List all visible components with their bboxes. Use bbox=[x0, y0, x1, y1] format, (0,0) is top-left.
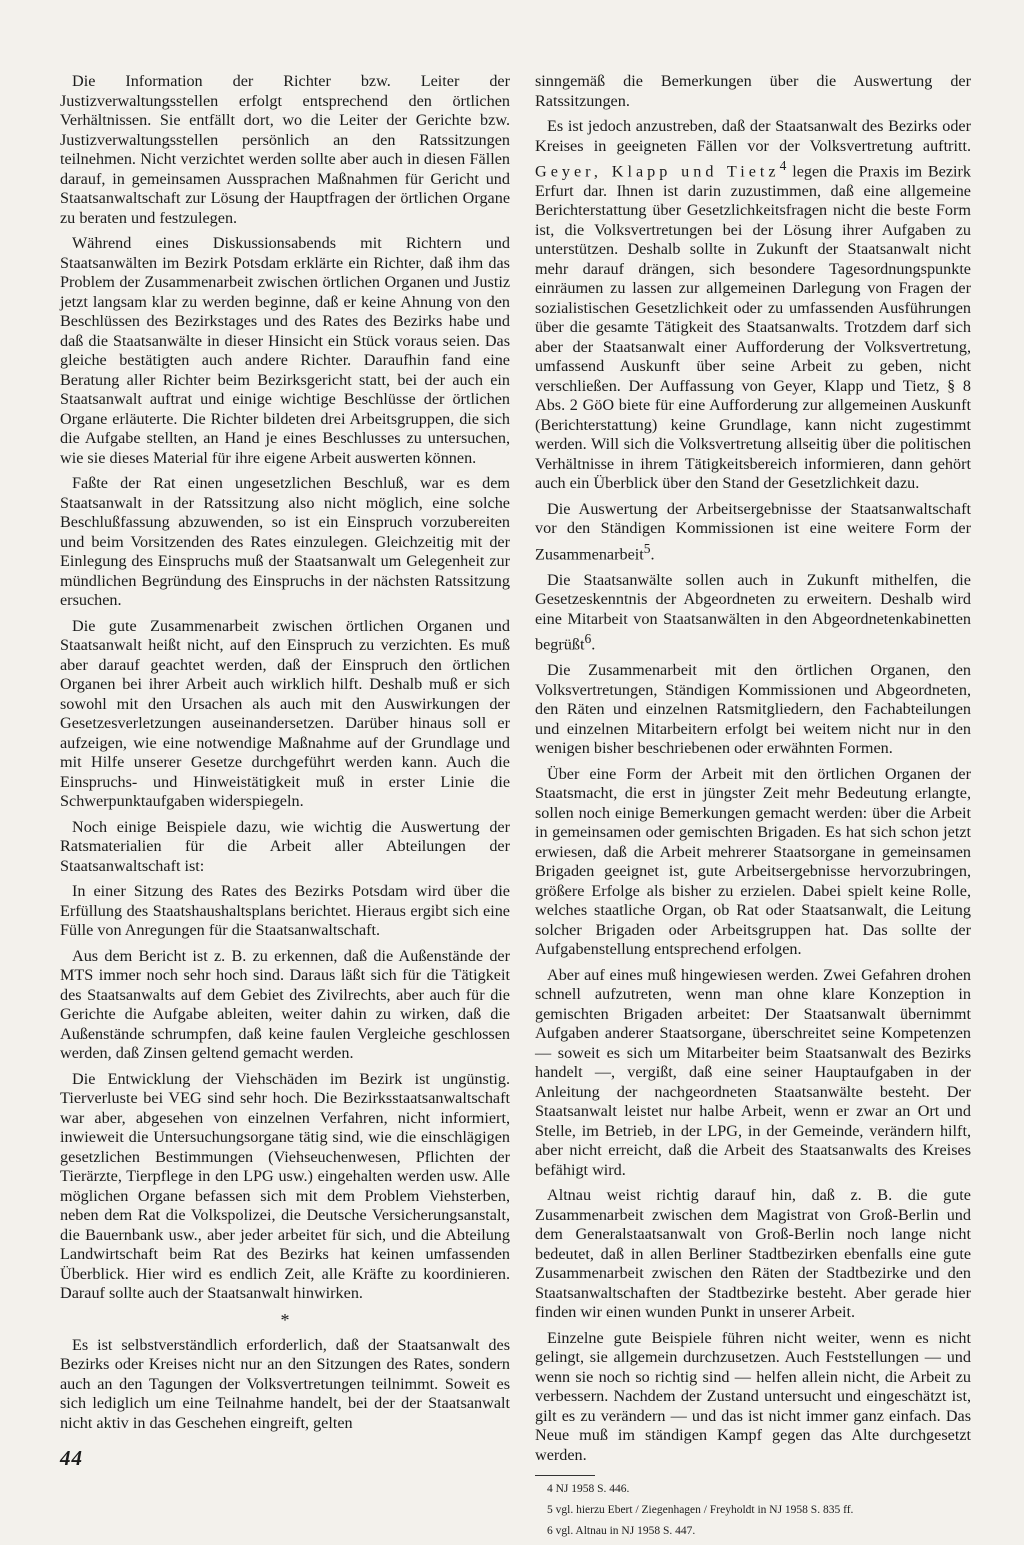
author-names: Geyer, Klapp und Tietz bbox=[535, 162, 780, 181]
paragraph: Während eines Diskussionsabends mit Richtern und Staatsanwälten im Bezirk Potsdam erklärte ein Richter, daß ihm das Problem der Zusammenarbeit zwischen örtlichen Organen und Justiz jetzt langsam klar zu werden beginne, daß er keine Ahnung von den Beschlüssen des Bezirkstages und des Rates des Bezirks habe und daß die Staatsanwälte in dieser Hinsicht ein Stück voraus seien. Das gleiche bestätigten auch andere Richter. Daraufhin fand eine Beratung aller Richter beim Bezirksgericht statt, bei der auch ein Staatsanwalt auftrat und einige wichtige Beschlüsse der örtlichen Organe erläuterte. Die Richter bildeten drei Arbeitsgruppen, die sich die Aufgabe stellten, an Hand je eines Beschlusses zu untersuchen, wie sie dieses Material für ihre eigene Arbeit auswerten können. bbox=[60, 234, 510, 467]
footnote-ref: 4 bbox=[779, 158, 787, 173]
paragraph: Die Information der Richter bzw. Leiter der Justizverwaltungsstellen erfolgt entsprechend den örtlichen Verhältnissen. Sie entfällt dort, wo die Leiter der Gerichte bzw. Justizverwaltungsstellen persönlich an den Ratssitzungen teilnehmen. Nicht verzichtet werden sollte aber auch in diesen Fällen darauf, in gemeinsamen Aussprachen Maßnahmen für Gericht und Staatsanwaltschaft zur Lösung der Hauptfragen der örtlichen Organe zu beraten und festzulegen. bbox=[60, 72, 510, 227]
paragraph: In einer Sitzung des Rates des Bezirks Potsdam wird über die Erfüllung des Staatshaushaltsplans berichtet. Hieraus ergibt sich eine Fülle von Anregungen für die Staatsanwaltschaft. bbox=[60, 882, 510, 939]
footnote-rule bbox=[535, 1475, 595, 1476]
paragraph: sinngemäß die Bemerkungen über die Auswertung der Ratssitzungen. bbox=[535, 72, 971, 110]
text-run: Die Auswertung der Arbeitsergebnisse der Staatsanwaltschaft vor den Ständigen Kommissionen ist eine weitere Form der Zusammenarbeit bbox=[535, 499, 971, 564]
footnote-ref: 5 bbox=[643, 540, 651, 556]
text-run: Die Staatsanwälte sollen auch in Zukunft mithelfen, die Gesetzeskenntnis der Abgeordneten zu erweitern. Deshalb wird eine Mitarbeit von Staatsanwälten in den Abgeordnetenkabinetten begrüßt bbox=[535, 570, 971, 654]
section-divider: * bbox=[280, 1309, 290, 1330]
paragraph: Aus dem Bericht ist z. B. zu erkennen, daß die Außenstände der MTS immer noch sehr hoch sind. Daraus läßt sich für die Tätigkeit des Staatsanwalts auf dem Gebiet des Zivilrechts, aber auch für die Gerichte die Aufgabe ableiten, weiter dahin zu wirken, daß die Außenstände schrumpfen, daß keine faulen Vergleiche geschlossen werden, daß Zinsen geltend gemacht werden. bbox=[60, 946, 510, 1062]
paragraph: Es ist selbstverständlich erforderlich, daß der Staatsanwalt des Bezirks oder Kreises nicht nur an den Sitzungen des Rates, sondern auch an den Tagungen der Volksvertretungen teilnimmt. Soweit es sich lediglich um eine Teilnahme handelt, bei der der Staatsanwalt nicht aktiv in das Geschehen eingreift, gelten bbox=[60, 1335, 510, 1432]
paragraph: Altnau weist richtig darauf hin, daß z. B. die gute Zusammenarbeit zwischen dem Magistrat von Groß-Berlin und dem Generalstaatsanwalt von Groß-Berlin noch lange nicht bedeutet, daß in allen Berliner Stadtbezirken ebenfalls eine gute Zusammenarbeit zwischen den Räten der Stadtbezirke und den Staatsanwaltschaften der Stadtbezirke besteht. Aber gerade hier finden wir einen wunden Punkt in unserer Arbeit. bbox=[535, 1186, 971, 1322]
paragraph: Die Auswertung der Arbeitsergebnisse der Staatsanwaltschaft vor den Ständigen Kommissionen ist eine weitere Form der Zusammenarbeit$^5$. bbox=[535, 499, 971, 564]
footnote: 6 vgl. Altnau in NJ 1958 S. 447. bbox=[547, 1525, 696, 1538]
paragraph: Die gute Zusammenarbeit zwischen örtlichen Organen und Staatsanwalt heißt nicht, auf den Einspruch zu verzichten. Es muß aber darauf geachtet werden, daß der Einspruch den örtlichen Organen bei ihrer Arbeit auch wirklich hilft. Deshalb muß er sich sowohl mit den Ursachen als auch mit den Auswirkungen der Gesetzesverletzungen auseinandersetzen. Darüber hinaus soll er aufzeigen, wie eine notwendige Maßnahme auf der Grundlage und mit Hilfe unserer Gesetze durchgeführt werden kann. Auch die Einspruchs- und Hinweistätigkeit muß in erster Linie die Schwerpunktaufgaben widerspiegeln. bbox=[60, 616, 510, 810]
left-column bbox=[60, 72, 510, 1439]
paragraph: Die Zusammenarbeit mit den örtlichen Organen, den Volksvertretungen, Ständigen Kommissionen und Abgeordneten, den Räten und einzelnen Ratsmitgliedern, den Fachabteilungen und einzelnen Mitarbeitern erfolgt bei weitem nicht nur in den wenigen bisher beschriebenen oder erwähnten Formen. bbox=[535, 661, 971, 758]
paragraph: Aber auf eines muß hingewiesen werden. Zwei Gefahren drohen schnell aufzutreten, wenn man ohne klare Konzeption in gemischten Brigaden arbeitet: Der Staatsanwalt übernimmt Aufgaben anderer Staatsorgane, überschreitet seine Kompetenzen — soweit es sich um Mitarbeiter beim Staatsanwalt des Bezirks handelt —, vergißt, daß eine seiner Hauptaufgaben in der Anleitung der nachgeordneten Staatsanwälte besteht. Der Staatsanwalt leistet nur halbe Arbeit, wenn er zwar an Ort und Stelle, im Betrieb, in der LPG, in der Gemeinde, verändern hilft, aber nicht erreicht, daß die Arbeit des Staatsanwalts des Kreises befähigt wird. bbox=[535, 965, 971, 1179]
page-number: 44 bbox=[60, 1446, 83, 1470]
footnote: 4 NJ 1958 S. 446. bbox=[547, 1483, 630, 1496]
paragraph: Faßte der Rat einen ungesetzlichen Beschluß, war es dem Staatsanwalt in der Ratssitzung also nicht möglich, eine solche Beschlußfassung abzuwenden, so ist ein Einspruch vorzubereiten und beim Vorsitzenden des Rates einzulegen. Gleichzeitig mit der Einlegung des Einspruchs muß der Staatsanwalt um Gelegenheit zur mündlichen Begründung des Einspruchs in der nächsten Ratssitzung ersuchen. bbox=[60, 474, 510, 609]
footnote: 5 vgl. hierzu Ebert / Ziegenhagen / Freyholdt in NJ 1958 S. 835 ff. bbox=[547, 1504, 854, 1517]
paragraph: Über eine Form der Arbeit mit den örtlichen Organen der Staatsmacht, die erst in jüngster Zeit mehr Bedeutung erlangte, sollen noch einige Bemerkungen gemacht werden: über die Arbeit in gemeinsamen oder gemischten Brigaden. Es hat sich schon jetzt erwiesen, daß die Arbeit mehrerer Staatsorgane in gemeinsamen Brigaden geeignet ist, gute Arbeitsergebnisse hervorzubringen, größere Erfolge als bisher zu erzielen. Dabei spielt keine Rolle, welches staatliche Organ, ob Rat oder Staatsanwalt, die Leitung solcher Brigaden oder Arbeitsgruppen hat. Das sollte der Aufgabenstellung entsprechend erfolgen. bbox=[535, 764, 971, 959]
paragraph: Die Staatsanwälte sollen auch in Zukunft mithelfen, die Gesetzeskenntnis der Abgeordneten zu erweitern. Deshalb wird eine Mitarbeit von Staatsanwälten in den Abgeordnetenkabinetten begrüßt$^6$. bbox=[535, 570, 971, 654]
right-column bbox=[535, 72, 971, 1545]
footnote-ref: 6 bbox=[584, 631, 592, 647]
paragraph: Einzelne gute Beispiele führen nicht weiter, wenn es nicht gelingt, sie allgemein durchzusetzen. Auch Feststellungen — und wenn sie noch so richtig sind — helfen allein nicht, die Arbeit zu verbessern. Nachdem der Zustand untersucht und eingeschätzt ist, gilt es zu verändern — und das ist nicht immer ganz einfach. Das Neue muß im ständigen Kampf gegen das Alte durchgesetzt werden. bbox=[535, 1328, 971, 1464]
paragraph bbox=[535, 117, 971, 494]
text-run: Es ist jedoch anzustreben, daß der Staatsanwalt des Bezirks oder Kreises in geeigneten Fällen vor der Volksvertretung auftritt. bbox=[535, 117, 971, 155]
text-run: legen die Praxis im Bezirk Erfurt dar. Ihnen ist darin zuzustimmen, daß eine allgemeine Berichterstattung über Gesetzlichkeitsfragen nicht die beste Form ist, die Volksvertretungen bei der Lösung ihrer Aufgaben zu unterstützen. Deshalb sollte in Zukunft der Staatsanwalt nicht mehr darauf drängen, sich besondere Tagesordnungspunkte einräumen zu lassen zur allgemeinen Darlegung von Fragen der sozialistischen Gesetzlichkeit oder zu umfassenden Ausführungen über die gesamte Tätigkeit des Staatsanwalts. Trotzdem darf sich aber der Staatsanwalt einer Aufforderung der Volksvertretung, umfassend Auskunft über seine Arbeit zu geben, nicht verschließen. Der Auffassung von Geyer, Klapp und Tietz, § 8 Abs. 2 GöO biete für eine Aufforderung zur allgemeinen Auskunft (Berichterstattung) keine Grundlage, kann nicht zugestimmt werden. Will sich die Volksvertretung allseitig über die politischen Verhältnisse in ihrem Tätigkeitsbereich informieren, dann gehört auch ein Überblick über den Stand der Gesetzlichkeit dazu. bbox=[535, 162, 971, 493]
paragraph: Noch einige Beispiele dazu, wie wichtig die Auswertung der Ratsmaterialien für die Arbeit aller Abteilungen der Staatsanwaltschaft ist: bbox=[60, 817, 510, 875]
paragraph: Die Entwicklung der Viehschäden im Bezirk ist ungünstig. Tierverluste bei VEG sind sehr hoch. Die Bezirksstaatsanwaltschaft war aber, abgesehen von einzelnen Verfahren, nicht informiert, inwieweit die Untersuchungsorgane tätig sind, wie die einschlägigen gesetzlichen Bestimmungen (Viehseuchenwesen, Pflichten der Tierärzte, Tierpflege in den LPG usw.) eingehalten werden usw. Alle möglichen Organe befassen sich mit dem Problem Viehsterben, neben dem Rat die Volkspolizei, die Deutsche Versicherungsanstalt, die Bauernbank usw., aber jeder arbeitet für sich, und die Abteilung Landwirtschaft beim Rat des Bezirks hat keinen umfassenden Überblick. Hier wird es endlich Zeit, alle Kräfte zu koordinieren. Darauf sollte auch der Staatsanwalt hinwirken. bbox=[60, 1069, 510, 1302]
